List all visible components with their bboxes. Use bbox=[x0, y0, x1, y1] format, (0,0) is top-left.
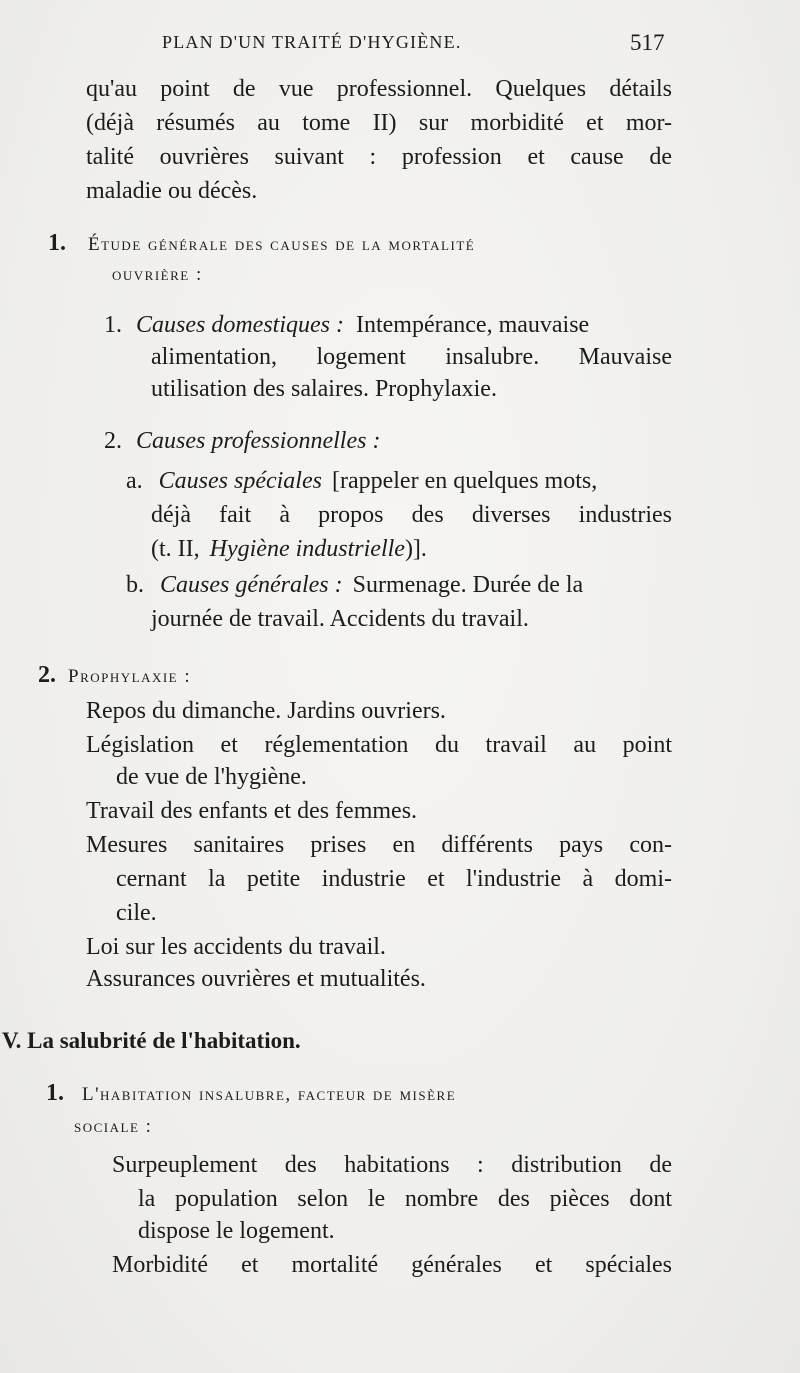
intro-line-3: talité ouvrières suivant : profession et cause de bbox=[86, 144, 672, 170]
sub-b-letter: b. bbox=[126, 572, 144, 598]
sub-a-ref: (t. II, bbox=[151, 536, 200, 562]
section-v1-title: L'habitation insalubre, facteur de misère bbox=[82, 1084, 457, 1105]
section-2-title: Prophylaxie : bbox=[68, 666, 192, 687]
prophylaxie-line-2: Législation et réglementation du travail au point bbox=[86, 732, 672, 758]
item-2-number: 2. bbox=[104, 428, 122, 454]
habitation-line-4: Morbidité et mortalité générales et spéciales bbox=[112, 1252, 672, 1278]
running-head: PLAN D'UN TRAITÉ D'HYGIÈNE. bbox=[162, 32, 462, 52]
prophylaxie-line-3: de vue de l'hygiène. bbox=[116, 764, 307, 790]
sub-a-ref-title: Hygiène industrielle bbox=[209, 536, 405, 562]
item-2-title: Causes professionnelles : bbox=[136, 428, 381, 454]
sub-a-letter: a. bbox=[126, 468, 143, 494]
habitation-line-3: dispose le logement. bbox=[138, 1218, 335, 1244]
item-1-text: Intempérance, mauvaise bbox=[355, 312, 590, 338]
section-v1-title-line-2: sociale : bbox=[74, 1116, 153, 1137]
sub-a-line-3 bbox=[151, 534, 427, 564]
intro-line-1: qu'au point de vue professionnel. Quelques détails bbox=[86, 76, 672, 102]
item-1-line-2: alimentation, logement insalubre. Mauvaise bbox=[151, 344, 672, 370]
sub-b-text: Surmenage. Durée de la bbox=[352, 572, 584, 598]
sub-a-title: Causes spéciales bbox=[158, 468, 322, 494]
sub-a-line-1 bbox=[126, 466, 672, 496]
item-1-line-3: utilisation des salaires. Prophylaxie. bbox=[151, 376, 497, 402]
section-1-heading bbox=[48, 228, 672, 260]
sub-a-ref-close: )]. bbox=[404, 536, 427, 562]
section-2-heading bbox=[38, 660, 191, 692]
habitation-line-2: la population selon le nombre des pièces dont bbox=[138, 1186, 672, 1212]
item-2-line bbox=[104, 426, 380, 456]
habitation-line-1: Surpeuplement des habitations : distribution de bbox=[112, 1152, 672, 1178]
prophylaxie-line-9: Assurances ouvrières et mutualités. bbox=[86, 966, 426, 992]
item-1-number: 1. bbox=[104, 312, 122, 338]
sub-a-line-2: déjà fait à propos des diverses industries bbox=[151, 502, 672, 528]
sub-b-line-1 bbox=[126, 570, 672, 600]
intro-line-2: (déjà résumés au tome II) sur morbidité et mor- bbox=[86, 110, 672, 136]
prophylaxie-line-1: Repos du dimanche. Jardins ouvriers. bbox=[86, 698, 446, 724]
sub-b-line-2: journée de travail. Accidents du travail. bbox=[151, 606, 529, 632]
section-1-number: 1. bbox=[48, 230, 66, 256]
prophylaxie-line-4: Travail des enfants et des femmes. bbox=[86, 798, 418, 824]
section-1-title: Étude générale des causes de la mortalité bbox=[88, 234, 476, 255]
section-2-number: 2. bbox=[38, 662, 56, 688]
intro-line-4: maladie ou décès. bbox=[86, 178, 258, 204]
sub-a-text: [rappeler en quelques mots, bbox=[331, 468, 598, 494]
page-number: 517 bbox=[630, 30, 665, 55]
prophylaxie-line-6: cernant la petite industrie et l'industrie à domi- bbox=[116, 866, 672, 892]
section-1-title-line-2: ouvrière : bbox=[112, 264, 203, 285]
item-1-line-1 bbox=[104, 310, 672, 340]
prophylaxie-line-5: Mesures sanitaires prises en différents pays con- bbox=[86, 832, 672, 858]
prophylaxie-line-8: Loi sur les accidents du travail. bbox=[86, 934, 386, 960]
section-v1-heading bbox=[46, 1078, 672, 1110]
section-v1-number: 1. bbox=[46, 1080, 64, 1106]
page-header bbox=[0, 32, 800, 62]
prophylaxie-line-7: cile. bbox=[116, 900, 157, 926]
item-1-title: Causes domestiques : bbox=[136, 312, 344, 338]
sub-b-title: Causes générales : bbox=[160, 572, 343, 598]
chapter-v-title: V. La salubrité de l'habitation. bbox=[2, 1028, 301, 1053]
